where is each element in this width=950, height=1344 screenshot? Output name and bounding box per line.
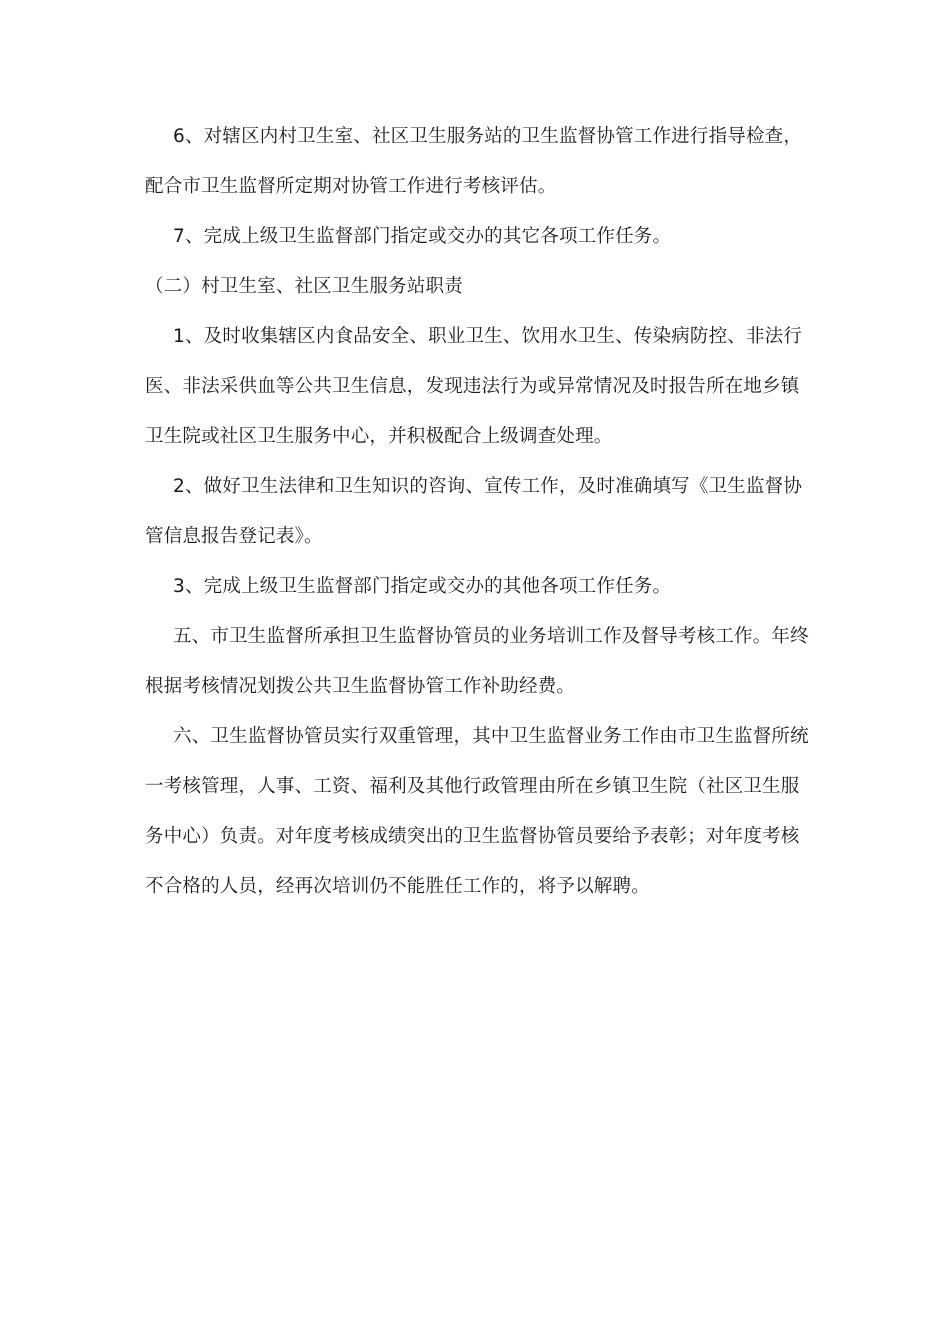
paragraph-duty-2: 2、做好卫生法律和卫生知识的咨询、宣传工作，及时准确填写《卫生监督协管信息报告登记表》。 [145, 476, 803, 547]
paragraph-duty-3: 3、完成上级卫生监督部门指定或交办的其他各项工作任务。 [173, 576, 672, 597]
paragraph-item-6: 6、对辖区内村卫生室、社区卫生服务站的卫生监督协管工作进行指导检查，配合市卫生监督所定期对协管工作进行考核评估。 [145, 126, 803, 197]
paragraph-section-six: 六、卫生监督协管员实行双重管理，其中卫生监督业务工作由市卫生监督所统一考核管理，人事、工资、福利及其他行政管理由所在乡镇卫生院（社区卫生服务中心）负责。对年度考核成绩突出的卫生监督协管员要给予表彰；对年度考核不合格的人员，经再次培训仍不能胜任工作的，将予以解聘。 [145, 726, 809, 897]
paragraph-item-7: 7、完成上级卫生监督部门指定或交办的其它各项工作任务。 [173, 226, 672, 247]
paragraph-duty-1: 1、及时收集辖区内食品安全、职业卫生、饮用水卫生、传染病防控、非法行医、非法采供血等公共卫生信息，发现违法行为或异常情况及时报告所在地乡镇卫生院或社区卫生服务中心，并积极配合上级调查处理。 [145, 326, 803, 447]
document-body [145, 112, 815, 912]
paragraph-section-five: 五、市卫生监督所承担卫生监督协管员的业务培训工作及督导考核工作。年终根据考核情况划拨公共卫生监督协管工作补助经费。 [145, 626, 809, 697]
section-heading-village-clinic-duties: （二）村卫生室、社区卫生服务站职责 [145, 276, 463, 297]
